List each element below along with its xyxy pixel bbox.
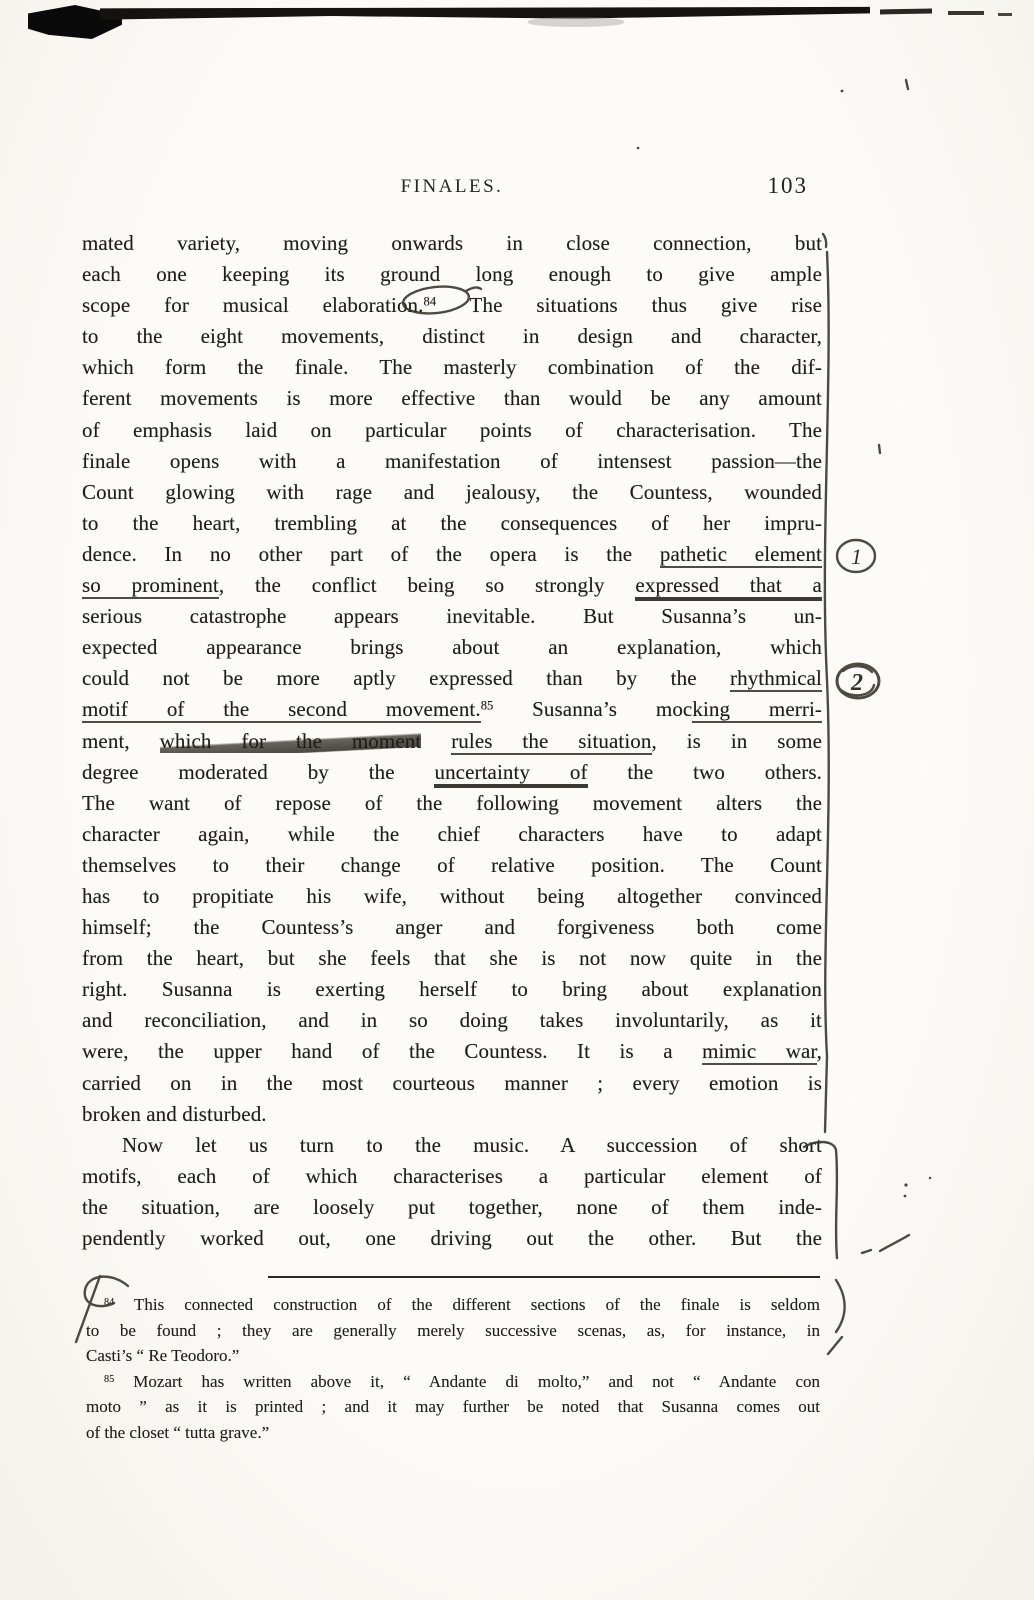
text-line xyxy=(82,1130,822,1161)
text-segment: has to propitiate his wife, without being altogether convinced xyxy=(82,883,822,908)
text-line xyxy=(82,912,822,943)
text-segment: , is in some xyxy=(651,728,822,753)
text-segment: finale opens with a manifestation of intensest passion—the xyxy=(82,448,822,473)
footnote-line xyxy=(86,1292,820,1318)
text-line xyxy=(82,601,822,632)
text-segment: carried on in the most courteous manner ; every emotion is xyxy=(82,1070,822,1095)
text-segment: degree moderated by the xyxy=(82,759,435,784)
text-segment: Casti’s “ Re Teodoro.” xyxy=(86,1346,240,1365)
text-line xyxy=(82,943,822,974)
text-segment: serious catastrophe appears inevitable. But Susanna’s un- xyxy=(82,604,822,629)
circled-mark-1-ring xyxy=(837,540,875,572)
text-line xyxy=(82,477,822,508)
text-segment: The situations thus give rise xyxy=(436,293,822,318)
text-line xyxy=(82,757,822,788)
text-line xyxy=(82,259,822,290)
footnote-line xyxy=(86,1420,820,1446)
text-line xyxy=(82,1099,822,1130)
scribbled-phrase: which for the moment xyxy=(159,728,422,753)
text-segment: could not be more aptly expressed than by the xyxy=(82,666,731,691)
underlined-phrase: so prominent xyxy=(82,573,219,598)
scan-artifact-dash xyxy=(880,9,932,15)
text-line xyxy=(82,321,822,352)
underlined-phrase: rules the situation xyxy=(451,728,652,753)
text-segment: broken and disturbed. xyxy=(82,1101,267,1126)
paragraph xyxy=(82,1130,822,1254)
text-line xyxy=(82,383,822,414)
text-line xyxy=(82,1005,822,1036)
scan-artifact-dash xyxy=(948,11,984,15)
circled-mark-2-scribble xyxy=(841,666,874,695)
text-segment: pendently worked out, one driving out the other. But the xyxy=(82,1226,822,1250)
footnote-margin-paren xyxy=(836,1280,845,1332)
page-number: 103 xyxy=(767,173,808,198)
text-line xyxy=(82,881,822,912)
footnote-block xyxy=(86,1292,820,1445)
text-segment: himself; the Countess’s anger and forgiveness both come xyxy=(82,915,822,940)
footnote-line xyxy=(86,1394,820,1420)
text-line xyxy=(82,974,822,1005)
text-line xyxy=(82,1161,822,1192)
footnote-line xyxy=(86,1318,820,1344)
underlined-phrase: pathetic element xyxy=(659,541,822,566)
text-line xyxy=(82,632,822,663)
margin-line xyxy=(825,252,829,1132)
text-line xyxy=(82,1223,822,1254)
text-segment: to the eight movements, distinct in design and character, xyxy=(82,324,822,349)
text-segment: moto ” as it is printed ; and it may further be noted that Susanna comes out xyxy=(86,1397,820,1416)
circled-mark-2-label: 2 xyxy=(851,670,863,696)
text-segment: Susanna’s moc xyxy=(493,697,693,722)
text-segment: the two others. xyxy=(587,759,822,784)
text-segment: Now let us turn to the music. A succession of short xyxy=(122,1132,822,1157)
underlined-phrase: king merri- xyxy=(692,697,823,722)
text-segment: the situation, are loosely put together, none of them inde- xyxy=(82,1194,822,1219)
text-segment xyxy=(421,729,451,753)
text-segment: of the closet “ tutta grave.” xyxy=(86,1422,270,1442)
text-line xyxy=(82,228,822,259)
text-segment: which form the finale. The masterly combination of the dif- xyxy=(82,355,822,380)
text-segment: right. Susanna is exerting herself to bring about explanation xyxy=(82,977,822,1002)
body-text xyxy=(82,228,822,1254)
text-segment: The want of repose of the following movement alters the xyxy=(82,790,822,815)
text-line xyxy=(82,352,822,383)
text-segment: were, the upper hand of the Countess. It is a xyxy=(82,1039,703,1064)
text-segment: to the heart, trembling at the consequences of her impru- xyxy=(82,510,822,535)
footnote-margin-slash xyxy=(828,1337,842,1354)
footnote-rule xyxy=(268,1276,820,1278)
text-segment: to be found ; they are generally merely successive scenas, as, for instance, in xyxy=(86,1320,820,1340)
underlined-phrase: motif of the second movement. xyxy=(82,697,481,722)
text-segment: ferent movements is more effective than would be any amount xyxy=(82,386,822,411)
text-segment: character again, while the chief characters have to adapt xyxy=(82,821,822,846)
text-segment: dence. In no other part of the opera is the xyxy=(82,541,660,566)
text-line xyxy=(82,819,822,850)
underlined-phrase: mimic war xyxy=(702,1039,817,1064)
underlined-phrase: expressed that a xyxy=(635,573,822,601)
corner-slash xyxy=(862,1235,909,1253)
circled-mark-1-label: 1 xyxy=(851,544,862,569)
mid-right-tick xyxy=(879,445,880,453)
text-segment: Mozart has written above it, “ Andante di molto,” and not “ Andante con xyxy=(114,1371,820,1391)
text-segment: each one keeping its ground long enough to give ample xyxy=(82,262,822,287)
text-line xyxy=(82,663,822,694)
page-header xyxy=(82,173,822,210)
text-line xyxy=(82,570,822,601)
scan-artifact-bar xyxy=(100,4,870,20)
text-line xyxy=(82,539,822,570)
text-segment: expected appearance brings about an explanation, which xyxy=(82,635,822,660)
text-segment: of emphasis laid on particular points of characterisation. The xyxy=(82,417,822,442)
text-segment: themselves to their change of relative position. The Count xyxy=(82,852,822,877)
text-segment: from the heart, but she feels that she is not now quite in the xyxy=(82,946,822,971)
scan-artifact-dash xyxy=(998,13,1012,16)
underlined-phrase: rhythmical xyxy=(730,666,822,691)
text-line xyxy=(82,726,822,757)
text-segment: and reconciliation, and in so doing takes involuntarily, as it xyxy=(82,1008,822,1033)
text-segment: , the conflict being so strongly xyxy=(218,573,636,598)
underlined-phrase: uncertainty of xyxy=(434,760,587,788)
text-line xyxy=(82,850,822,881)
footnote-line xyxy=(86,1369,820,1395)
text-line xyxy=(82,1036,822,1067)
text-segment: , xyxy=(816,1039,822,1064)
text-line xyxy=(82,788,822,819)
text-line xyxy=(82,446,822,477)
text-line xyxy=(82,290,822,321)
margin-tick xyxy=(823,234,826,247)
circled-mark-2-ring xyxy=(837,664,879,698)
paragraph xyxy=(82,228,822,1130)
text-line xyxy=(82,415,822,446)
footnote-marker: 84 xyxy=(104,1296,115,1308)
text-segment: This connected construction of the different sections of the finale is seldom xyxy=(114,1295,820,1314)
text-segment: mated variety, moving onwards in close connection, but xyxy=(82,231,822,255)
text-segment: ment, xyxy=(82,728,160,753)
footnote-line xyxy=(86,1343,820,1369)
footnote-marker: 85 xyxy=(480,699,494,714)
footnote-marker: 84 xyxy=(423,294,437,309)
text-segment: motifs, each of which characterises a particular element of xyxy=(82,1163,822,1188)
text-line xyxy=(82,1068,822,1099)
text-segment: scope for musical elaboration. xyxy=(82,293,424,318)
text-line xyxy=(82,694,822,725)
footnote-marker: 85 xyxy=(104,1373,115,1385)
text-segment: Count glowing with rage and jealousy, the Countess, wounded xyxy=(82,479,822,504)
text-line xyxy=(82,1192,822,1223)
running-title: FINALES. xyxy=(400,176,504,197)
text-line xyxy=(82,508,822,539)
top-right-tick xyxy=(906,80,908,89)
scan-artifact-smudge xyxy=(528,17,624,27)
